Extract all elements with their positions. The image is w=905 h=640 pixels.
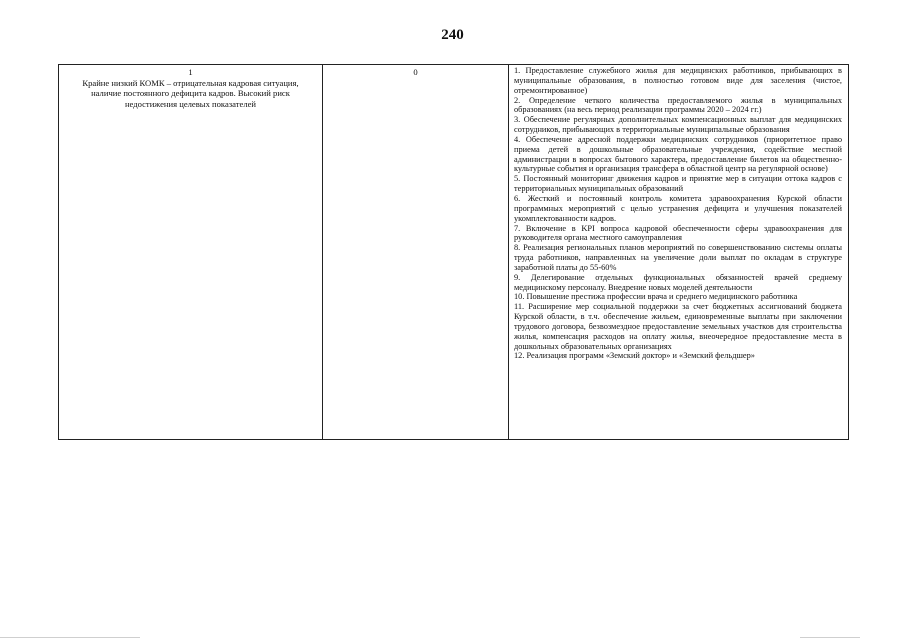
page-number: 240 [441,27,464,43]
value-number: 0 [413,67,418,77]
level-description: Крайне низкий КОМК – отрицательная кадровая ситуация, наличие постоянного дефицита кадров. Высокий риск недостижения целевых показателей [82,77,299,109]
level-number: 1 [188,67,193,77]
measure-item: 9. Делегирование отдельных функциональных обязанностей врачей среднему медицинскому персоналу. Внедрение новых моделей деятельности [514,272,842,292]
measure-item: 2. Определение четкого количества предоставляемого жилья в муниципальных образованиях (на весь период реализации программы 2020 – 2024 гг.) [514,95,842,115]
scan-edge-mark [0,637,140,638]
measures-table [58,64,849,440]
measure-item: 10. Повышение престижа профессии врача и среднего медицинского работника [514,292,798,302]
measure-item: 3. Обеспечение регулярных дополнительных компенсационных выплат для медицинских сотрудников, прибывающих в территориальные муниципальные образования [514,115,842,135]
measure-item: 6. Жесткий и постоянный контроль комитета здравоохранения Курской области программных мероприятий с целью устранения дефицита и улучшения показателей укомплектованности кадров. [514,193,842,223]
value-cell [323,65,509,439]
measures-cell [509,65,848,439]
scan-edge-mark [800,637,860,638]
measure-item: 7. Включение в KPI вопроса кадровой обеспеченности сферы здравоохранения для руководителя органа местного самоуправления [514,223,842,243]
measure-item: 1. Предоставление служебного жилья для медицинских работников, прибывающих в муниципальные образования, в полностью готовом виде для заселения (чистое, отремонтированное) [514,66,842,95]
measure-item: 11. Расширение мер социальной поддержки за счет бюджетных ассигнований бюджета Курской области, в т.ч. обеспечение жильем, единовременные выплаты при заключении трудового договора, безвозмездное предоставление земельных участков для строительства жилья, компенсация расходов на оплату жилья, внеочередное предоставление места в дошкольных образовательных организациях [514,302,842,351]
measure-item: 12. Реализация программ «Земский доктор» и «Земский фельдшер» [514,351,755,361]
level-description-cell [59,65,323,439]
measure-item: 4. Обеспечение адресной поддержки медицинских сотрудников (приоритетное право приема детей в дошкольные образовательные учреждения, содействие местной администрации в вопросах бытового характера, предоставление билетов на общественно-культурные события и организация трансфера в областной центр на регулярной основе) [514,134,842,174]
measure-item: 8. Реализация региональных планов мероприятий по совершенствованию системы оплаты труда работников, направленных на увеличение доли выплат по окладам в структуре заработной платы до 55-60% [514,243,842,272]
measure-item: 5. Постоянный мониторинг движения кадров и принятие мер в ситуации оттока кадров с территориальных муниципальных образований [514,174,842,194]
